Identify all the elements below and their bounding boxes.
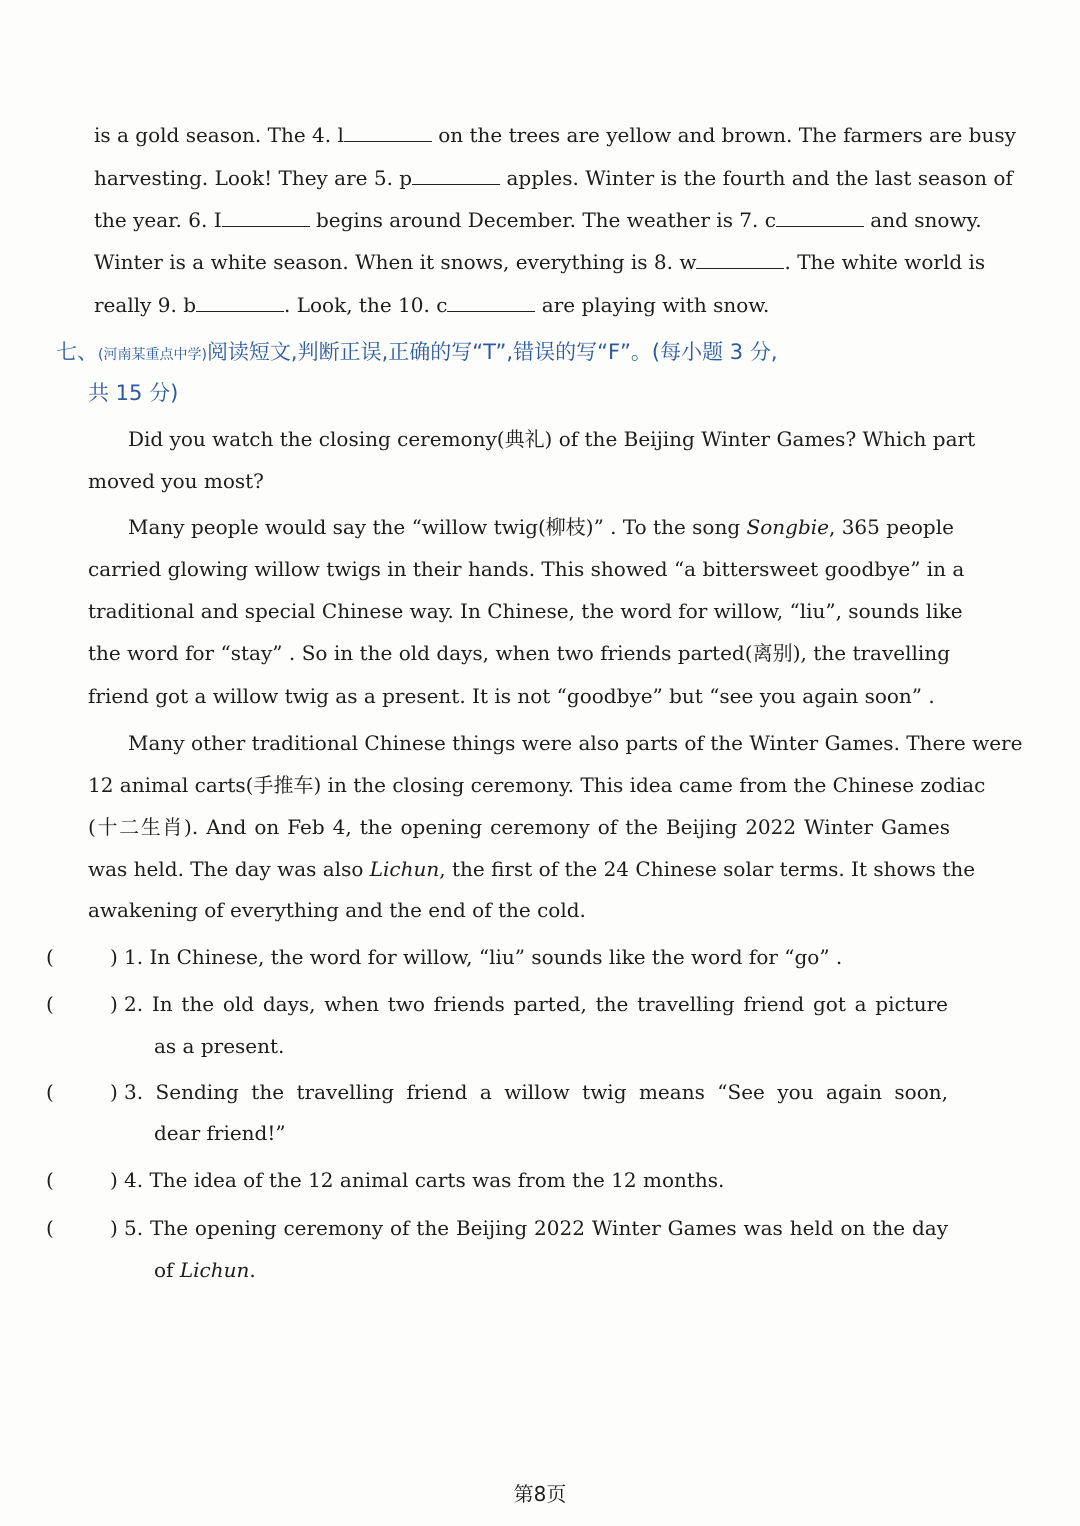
question-5-cont: [154, 1255, 256, 1285]
text: and snowy.: [863, 208, 982, 232]
section-source: (河南某重点中学): [98, 347, 207, 363]
reading-p2-line-1: [128, 512, 954, 542]
text: , the first of the 24 Chinese solar terms. It shows the: [439, 857, 976, 881]
answer-blank-8[interactable]: [696, 250, 784, 269]
reading-p2-line-5: friend got a willow twig as a present. It is not “goodbye” but “see you again soon” .: [88, 684, 935, 708]
term-lichun: Lichun: [369, 857, 440, 881]
section-heading-cont: [88, 378, 988, 408]
answer-paren-close: ): [110, 1168, 118, 1192]
section-number: 七、: [56, 340, 98, 364]
answer-blank-4[interactable]: [344, 123, 432, 142]
answer-paren-close: ): [110, 945, 118, 969]
answer-paren-open[interactable]: (: [46, 1080, 54, 1104]
text: .: [249, 1258, 256, 1282]
text: . Look, the 10. c: [284, 293, 448, 317]
question-1: [46, 942, 952, 972]
reading-p3-line-1: Many other traditional Chinese things were also parts of the Winter Games. There were: [128, 731, 1023, 755]
passage-line-1: [94, 120, 1016, 150]
text: harvesting. Look! They are 5. p: [94, 166, 413, 190]
answer-paren-close: ): [110, 1080, 118, 1104]
reading-p3-line-2: 12 animal carts(手推车) in the closing ceremony. This idea came from the Chinese zodiac: [88, 773, 986, 797]
question-3-cont: dear friend!”: [154, 1121, 286, 1145]
text: on the trees are yellow and brown. The farmers are busy: [431, 123, 1016, 147]
text: is a gold season. The 4. l: [94, 123, 344, 147]
answer-paren-close: ): [110, 1216, 118, 1240]
question-3: [46, 1077, 952, 1107]
question-text: 3. Sending the travelling friend a willow twig means “See you again soon,: [124, 1080, 948, 1104]
text: begins around December. The weather is 7. c: [309, 208, 776, 232]
reading-p3-line-5: awakening of everything and the end of the cold.: [88, 898, 586, 922]
passage-line-5: [94, 290, 952, 320]
text: are playing with snow.: [535, 293, 770, 317]
section-instruction: 阅读短文,判断正误,正确的写“T”,错误的写“F”。(每小题 3 分,: [206, 340, 778, 364]
reading-p2-line-4: the word for “stay” . So in the old days, when two friends parted(离别), the travelling: [88, 641, 950, 665]
question-2-cont: as a present.: [154, 1034, 285, 1058]
reading-p2-line-2: carried glowing willow twigs in their hands. This showed “a bittersweet goodbye” in a: [88, 557, 965, 581]
section-heading: [56, 337, 956, 370]
passage-line-4: [94, 247, 986, 277]
answer-paren-open[interactable]: (: [46, 945, 54, 969]
text: of: [154, 1258, 180, 1282]
question-text: 5. The opening ceremony of the Beijing 2022 Winter Games was held on the day: [124, 1216, 948, 1240]
passage-line-2: [94, 163, 1013, 193]
answer-paren-open[interactable]: (: [46, 1168, 54, 1192]
page-number: 第8页: [513, 1482, 567, 1506]
term-lichun: Lichun: [179, 1258, 250, 1282]
text: was held. The day was also: [88, 857, 370, 881]
reading-p3-line-4: [88, 854, 976, 884]
text: . The white world is: [784, 250, 986, 274]
reading-p1-line-1: Did you watch the closing ceremony(典礼) of the Beijing Winter Games? Which part: [128, 427, 976, 451]
passage-line-3: [94, 205, 982, 235]
text: really 9. b: [94, 293, 197, 317]
answer-paren-close: ): [110, 992, 118, 1016]
text: Many people would say the “willow twig(柳枝)” . To the song: [128, 515, 747, 539]
answer-paren-open[interactable]: (: [46, 992, 54, 1016]
question-text: 2. In the old days, when two friends parted, the travelling friend got a picture: [124, 992, 948, 1016]
question-4: [46, 1165, 952, 1195]
answer-blank-9[interactable]: [196, 293, 284, 312]
question-text: 4. The idea of the 12 animal carts was from the 12 months.: [124, 1168, 725, 1192]
answer-blank-5[interactable]: [412, 166, 500, 185]
answer-paren-open[interactable]: (: [46, 1216, 54, 1240]
answer-blank-6[interactable]: [222, 208, 310, 227]
reading-p3-line-3: (十二生肖). And on Feb 4, the opening ceremony of the Beijing 2022 Winter Games: [88, 815, 950, 839]
text: the year. 6. I: [94, 208, 222, 232]
reading-p2-line-3: traditional and special Chinese way. In Chinese, the word for willow, “liu”, sounds like: [88, 599, 963, 623]
question-2: [46, 989, 952, 1019]
reading-p1-line-2: moved you most?: [88, 469, 264, 493]
section-instruction-cont: 共 15 分): [88, 381, 179, 405]
song-title: Songbie: [746, 515, 829, 539]
answer-blank-7[interactable]: [776, 208, 864, 227]
question-5: [46, 1213, 952, 1243]
answer-blank-10[interactable]: [447, 293, 535, 312]
text: , 365 people: [828, 515, 954, 539]
question-text: 1. In Chinese, the word for willow, “liu” sounds like the word for “go” .: [124, 945, 843, 969]
text: Winter is a white season. When it snows, everything is 8. w: [94, 250, 697, 274]
text: apples. Winter is the fourth and the last season of: [500, 166, 1013, 190]
